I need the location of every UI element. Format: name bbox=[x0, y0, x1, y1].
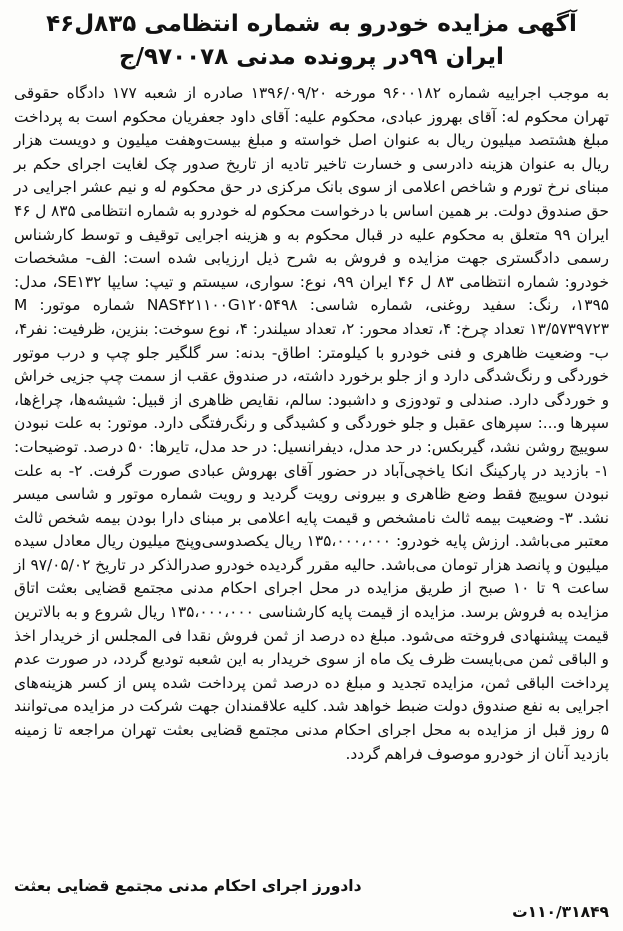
notice-title: آگهی مزایده خودرو به شماره انتظامی ۸۳۵ل۴۶ ایران ۹۹در پرونده مدنی ۹۷۰۰۷۸/ج bbox=[46, 11, 577, 70]
signature-line: دادورز اجرای احکام مدنی مجتمع قضایی بعثت bbox=[14, 877, 362, 895]
notice-footer bbox=[14, 874, 609, 924]
notice-body: به موجب اجراییه شماره ۹۶۰۰۱۸۲ مورخه ۱۳۹۶/۰۹/۲۰ صادره از شعبه ۱۷۷ دادگاه حقوقی تهران محکوم له: آقای بهروز عبادی، محکوم علیه: آقای داود جعفریان محکوم است به پرداخت مبلغ هشتصد میلیون ریال به عنوان اصل خواسته و مبلغ بیست‌وهفت میلیون و دویست هزار ریال به عنوان هزینه دادرسی و خسارت تاخیر تادیه از تاریخ صدور چک لغایت اجرای حکم بر مبنای نرخ تورم و شاخص اعلامی از سوی بانک مرکزی در حق محکوم له و نیم عشر اجرایی در حق صندوق دولت. بر همین اساس با درخواست محکوم له خودرو به شماره انتظامی ۸۳۵ ل ۴۶ ایران ۹۹ متعلق به محکوم علیه در قبال محکوم به و هزینه اجرایی توقیف و توسط کارشناس رسمی دادگستری جهت مزایده و فروش به شرح ذیل ارزیابی شده است: الف- مشخصات خودرو: شماره انتظامی ۸۳ ل ۴۶ ایران ۹۹، نوع: سواری، سیستم و تیپ: سایپا SE۱۳۲، مدل: ۱۳۹۵، رنگ: سفید روغنی، شماره شاسی: NAS۴۲۱۱۰۰G۱۲۰۵۴۹۸ شماره موتور: M ۱۳/۵۷۳۹۷۲۳ تعداد چرخ: ۴، تعداد محور: ۲، تعداد سیلندر: ۴، نوع سوخت: بنزین، ظرفیت: نفر۴، ب- وضعیت ظاهری و فنی خودرو با کیلومتر: اطاق- بدنه: سر گلگیر جلو چپ و درب موتور خوردگی و رنگ‌شدگی دارد و از جلو برخورد داشته، در صندوق عقب از سمت چپ جزیی خراش و خوردگی دارد. صندلی و تودوزی و داشبود: سالم، نقایص ظاهری از قبیل: شیشه‌ها، چراغ‌ها، سپرها و...: سپرهای عقبل و جلو خوردگی و کشیدگی و رنگ‌رفتگی دارد. موتور: به علت نبودن سوییچ روشن نشد، گیربکس: در حد مدل، دیفرانسیل: در حد مدل، تایرها: ۵۰ درصد. توضیحات: ۱- بازدید در پارکینگ انکا یاخچی‌آباد در حضور آقای بهروش عبادی صورت گرفت. ۲- به علت نبودن سوییچ فقط وضع ظاهری و بیرونی رویت گردید و رویت شماره موتور و شاسی میسر نشد. ۳- وضعیت بیمه ثالث نامشخص و قیمت پایه اعلامی بر مبنای دارا بودن بیمه شخص ثالث معتبر می‌باشد. ارزش پایه خودرو: ۱۳۵،۰۰۰،۰۰۰ ریال یکصدوسی‌وپنج میلیون ریال معادل سیده میلیون و پانصد هزار تومان می‌باشد. حالیه مقرر گردیده خودرو صدرالذکر در تاریخ ۹۷/۰۵/۰۲ از ساعت ۹ تا ۱۰ صبح از طریق مزایده در محل اجرای احکام مدنی مجتمع قضایی بعثت اتاق مزایده به فروش برسد. مزایده از قیمت پایه کارشناسی ۱۳۵،۰۰۰،۰۰۰ ریال شروع و به بالاترین قیمت پیشنهادی فروخته می‌شود. مبلغ ده درصد از ثمن فروش نقدا فی المجلس از خریدار اخذ و الباقی ثمن می‌بایست ظرف یک ماه از سوی خریدار به این شعبه تودیع گردد، در صورت عدم پرداخت الباقی ثمن، مزایده تجدید و مبلغ ده درصد ثمن پرداخت شده پس از کسر هزینه‌های اجرایی به نفع صندوق دولت ضبط خواهد شد. کلیه علاقمندان جهت شرکت در مزایده می‌توانند ۵ روز قبل از مزایده به محل اجرای احکام مدنی مجتمع قضایی بعثت تهران مراجعه تا زمینه بازدید آنان از خودرو موصوف فراهم گردد. bbox=[14, 84, 610, 763]
reference-code: ۱۱۰/۳۱۸۴۹ت bbox=[512, 903, 609, 921]
